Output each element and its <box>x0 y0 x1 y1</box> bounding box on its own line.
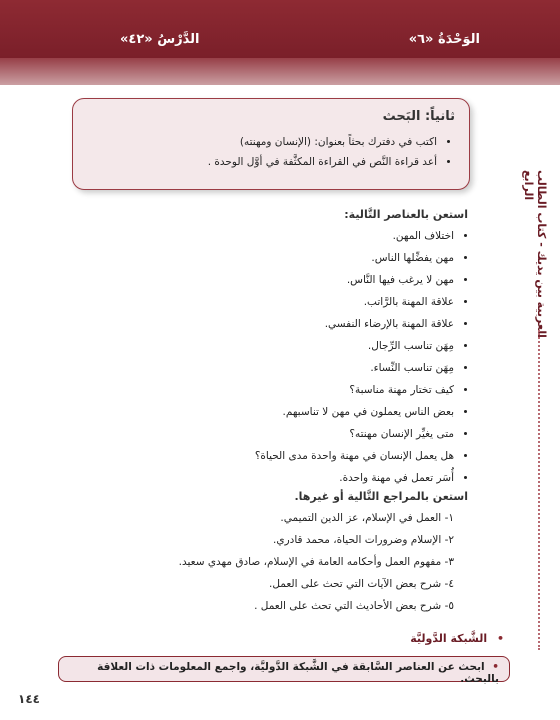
list-item: • اختلاف المهن. <box>68 225 454 247</box>
research-list <box>87 132 455 172</box>
list-item: ١- العمل في الإسلام، عز الدين التميمي. <box>280 512 454 524</box>
list-item: • مهن لا يرغب فيها النَّاس. <box>68 269 454 291</box>
web-instruction: ابحث عن العناصر السَّابقة في الشَّبكة الدَّوليَّة، واجمع المعلومات ذات العلاقة بالبحث. <box>97 661 499 685</box>
list-item: • اكتب في دفترك بحثاً بعنوان: (الإنسان ومهنته) <box>87 132 437 152</box>
list-item: • متى يغيِّر الإنسان مهنته؟ <box>68 423 454 445</box>
list-item: • مهن يفضِّلها الناس. <box>68 247 454 269</box>
web-heading <box>410 632 504 645</box>
header-bar <box>0 0 560 58</box>
list-item: • علاقة المهنة بالإرضاء النفسي. <box>68 313 454 335</box>
lesson-label: الدَّرْسُ «٤٢» <box>120 32 200 47</box>
list-item: ٤- شرح بعض الآيات التي تحث على العمل. <box>268 578 454 590</box>
page-header <box>0 0 560 85</box>
elements-section <box>68 208 468 489</box>
references-title: استعن بالمراجع التَّالية أو غيرها. <box>294 490 468 503</box>
bullet-icon: • <box>492 661 499 673</box>
book-title-vertical: العربية بين يديك - كتاب الطالب الرابع <box>522 170 548 338</box>
research-box <box>72 98 470 190</box>
page-number: ١٤٤ <box>18 692 40 706</box>
references-section <box>68 490 468 617</box>
list-item: • أُسَر تعمل في مهنة واحدة. <box>68 467 454 489</box>
list-item: • كيف تختار مهنة مناسبة؟ <box>68 379 454 401</box>
list-item: • هل يعمل الإنسان في مهنة واحدة مدى الحياة؟ <box>68 445 454 467</box>
list-item: ٥- شرح بعض الأحاديث التي تحث على العمل . <box>254 600 454 612</box>
web-heading-text: الشَّبكة الدَّوليَّة <box>410 632 488 645</box>
list-item: ٣- مفهوم العمل وأحكامه العامة في الإسلام، صادق مهدي سعيد. <box>178 556 454 568</box>
side-dotted-rule <box>538 330 540 650</box>
list-item: • بعض الناس يعملون في مهن لا تناسبهم. <box>68 401 454 423</box>
unit-label: الوَحْدَةُ «٦» <box>408 32 480 47</box>
elements-list <box>68 225 468 489</box>
research-title: ثانياً: البَحث <box>382 109 455 124</box>
header-stripe <box>0 58 560 85</box>
references-list <box>68 507 468 617</box>
elements-title: استعن بالعناصر التَّالية: <box>344 208 468 221</box>
list-item: • مِهَن تناسب الرِّجال. <box>68 335 454 357</box>
web-instruction-box <box>58 656 510 685</box>
list-item: • أعد قراءة النَّص في القراءة المكثَّفة في أوَّل الوحدة . <box>87 152 437 172</box>
bullet-icon: • <box>496 632 504 645</box>
list-item: • مِهَن تناسب النِّساء. <box>68 357 454 379</box>
list-item: • علاقة المهنة بالرَّاتب. <box>68 291 454 313</box>
list-item: ٢- الإسلام وضرورات الحياة، محمد قادري. <box>273 534 454 546</box>
